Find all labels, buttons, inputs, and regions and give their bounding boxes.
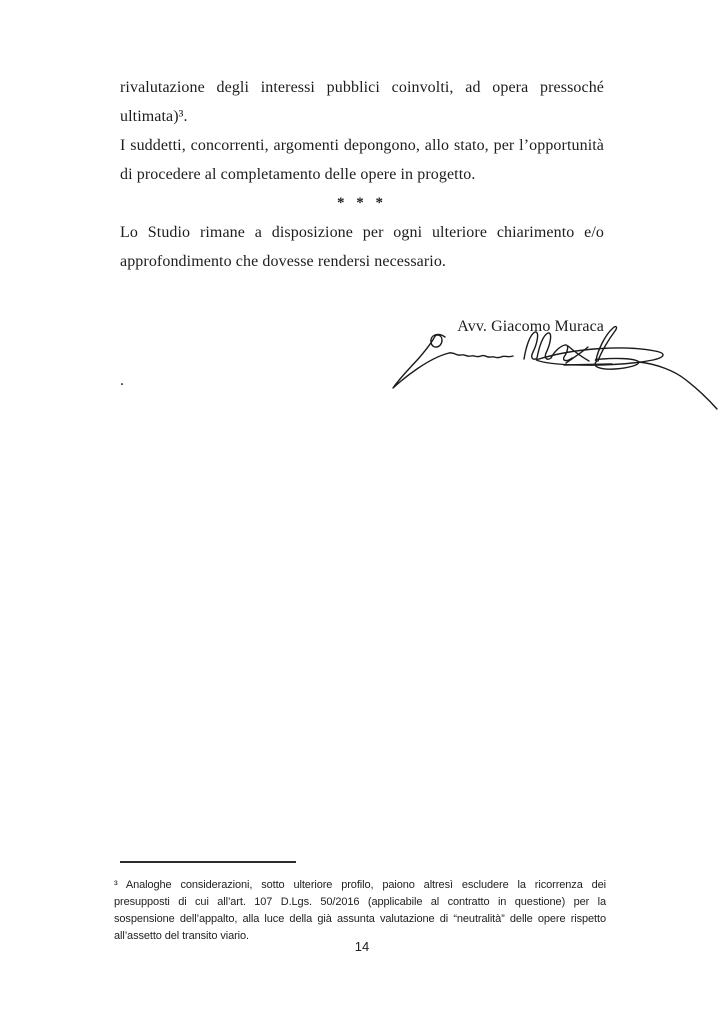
signature-stroke-cross (566, 346, 589, 363)
body-line: di procedere al completamento delle opere in progetto. (120, 166, 476, 183)
body-line: rivalutazione degli interessi pubblici coinvolti, ad opera pressoché (120, 79, 604, 96)
footnote-line: ³ Analoghe considerazioni, sotto ulteriore profilo, paiono altresì escludere la ricorrenza dei (114, 879, 606, 891)
stray-period: . (120, 372, 125, 389)
signature-stroke-tail (639, 362, 717, 409)
signer-name: Avv. Giacomo Muraca (457, 318, 604, 335)
footnote-line: presupposti di cui all’art. 107 D.Lgs. 50/2016 (applicabile al contratto in questione) per la (114, 896, 606, 908)
body-line: approfondimento che dovesse rendersi necessario. (120, 253, 447, 270)
footnote-separator (120, 861, 296, 863)
signature-stroke-underline (564, 364, 612, 365)
section-divider-stars: * * * (337, 195, 387, 211)
body-line: I suddetti, concorrenti, argomenti depongono, allo stato, per l’opportunità (120, 137, 604, 154)
footnote-line: sospensione dell’appalto, alla luce della già assunta valutazione di “neutralità” delle opere rispetto (114, 913, 606, 925)
page-number: 14 (354, 939, 370, 954)
signature-stroke-g-letters (393, 335, 513, 388)
body-line: ultimata)³. (120, 108, 188, 125)
handwritten-signature (385, 325, 724, 415)
body-line: Lo Studio rimane a disposizione per ogni ulteriore chiarimento e/o (120, 224, 604, 241)
signature-stroke-ascender (596, 327, 616, 361)
footnote-line: all’assetto del transito viario. (114, 930, 249, 942)
